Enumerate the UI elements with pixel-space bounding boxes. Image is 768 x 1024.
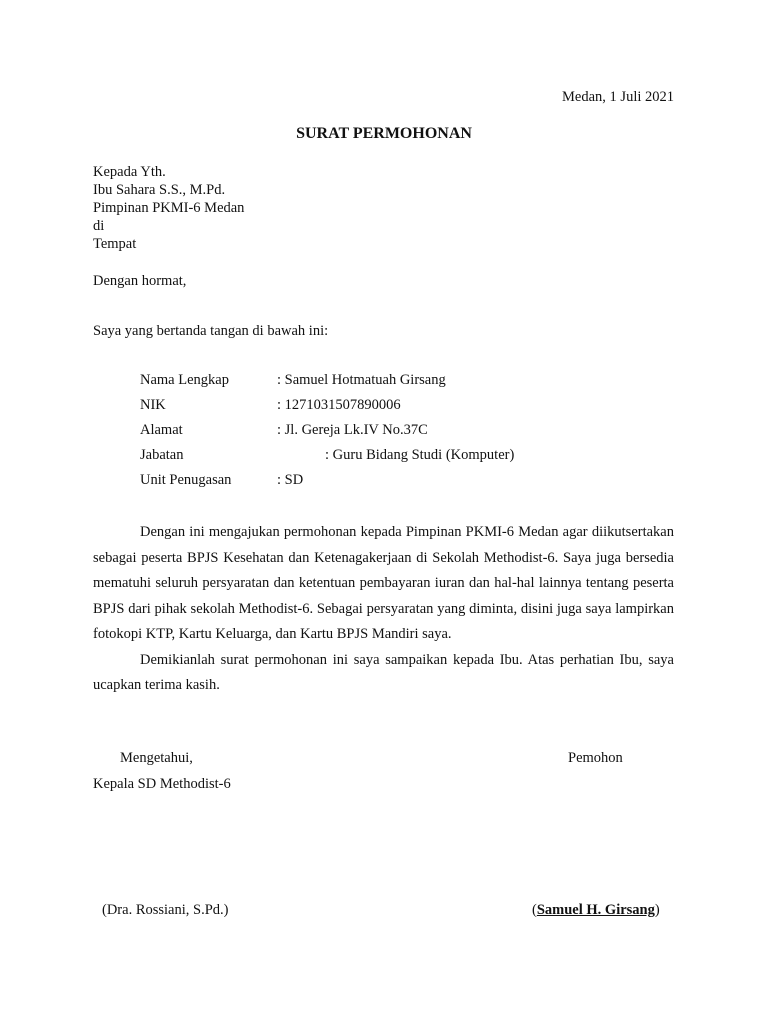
greeting: Dengan hormat, — [93, 273, 187, 289]
identity-value: : SD — [277, 472, 304, 488]
identity-value: : 1271031507890006 — [277, 397, 401, 413]
recipient-line-3: Pimpinan PKMI-6 Medan — [93, 200, 245, 216]
recipient-block — [93, 163, 244, 253]
recipient-line-1: Kepada Yth. — [93, 164, 166, 180]
recipient-line-2: Ibu Sahara S.S., M.Pd. — [93, 182, 226, 198]
identity-label: Alamat — [140, 422, 183, 438]
applicant-name: Samuel H. Girsang — [536, 902, 655, 918]
identity-label: Jabatan — [140, 447, 184, 463]
place-date: Medan, 1 Juli 2021 — [562, 89, 674, 105]
identity-label: NIK — [140, 397, 166, 413]
letter-body — [93, 520, 674, 699]
letter-title: SURAT PERMOHONAN — [296, 125, 472, 142]
body-paragraph-1: Dengan ini mengajukan permohonan kepada Pimpinan PKMI-6 Medan agar diikutsertakan sebagai peserta BPJS Kesehatan dan Ketenagakerjaan di Sekolah Methodist-6. Saya juga bersedia mematuhi seluruh persyaratan dan ketentuan pembayaran iuran dan hal-hal lainnya tentang peserta BPJS dari pihak sekolah Methodist-6. Sebagai persyaratan yang diminta, disini juga saya lampirkan fotokopi KTP, Kartu Keluarga, dan Kartu BPJS Mandiri saya. — [93, 524, 674, 642]
identity-value: : Guru Bidang Studi (Komputer) — [325, 447, 515, 463]
acknowledged-label: Mengetahui, — [120, 750, 193, 766]
recipient-line-5: Tempat — [93, 236, 137, 252]
recipient-line-4: di — [93, 218, 105, 234]
body-paragraph-2: Demikianlah surat permohonan ini saya sampaikan kepada Ibu. Atas perhatian Ibu, saya ucapkan terima kasih. — [93, 651, 674, 693]
intro-text: Saya yang bertanda tangan di bawah ini: — [93, 323, 329, 339]
identity-value: : Jl. Gereja Lk.IV No.37C — [277, 422, 428, 438]
applicant-label: Pemohon — [568, 750, 623, 766]
principal-name: (Dra. Rossiani, S.Pd.) — [102, 902, 229, 918]
identity-value: : Samuel Hotmatuah Girsang — [277, 372, 446, 388]
paren-close: ) — [654, 902, 660, 918]
applicant-signature — [532, 901, 660, 919]
principal-title: Kepala SD Methodist-6 — [93, 776, 231, 792]
identity-label: Unit Penugasan — [140, 472, 232, 488]
paren-open: ( — [532, 902, 537, 918]
identity-label: Nama Lengkap — [140, 372, 229, 388]
